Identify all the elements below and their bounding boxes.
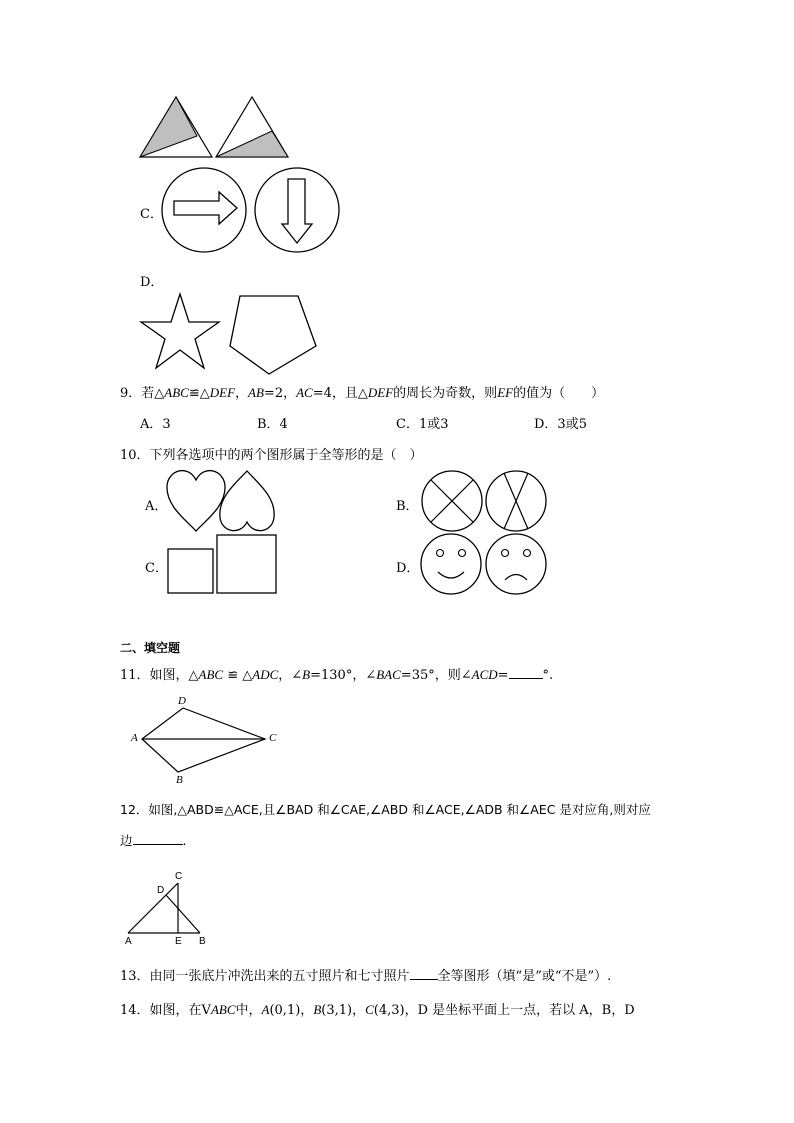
q11-point-d: D xyxy=(178,695,186,707)
q14-v: V xyxy=(201,1003,211,1018)
q9-t2: ≌△ xyxy=(188,386,210,401)
q14-b: 中， xyxy=(235,1003,262,1018)
q9-ac: AC xyxy=(296,385,313,400)
q9-num: 9．若 xyxy=(120,386,155,401)
q12-point-b: B xyxy=(199,936,206,947)
q13-b: 全等图形（填“是”或“不是”）. xyxy=(437,969,612,984)
q11-c1: ≌ △ xyxy=(223,668,253,683)
q9-ef: EF xyxy=(497,385,514,400)
q12-point-a: A xyxy=(125,936,132,947)
q12-line2a: 边 xyxy=(120,833,133,848)
q14-pc-c: (4,3) xyxy=(373,1003,405,1018)
q11-b: B xyxy=(302,667,311,682)
section-title: 二、填空题 xyxy=(120,641,181,655)
q14-pa-c: (0,1) xyxy=(269,1003,301,1018)
q9-option-d: D．3或5 xyxy=(534,417,587,432)
q9-t4: =2， xyxy=(263,386,297,401)
q11-point-c: C xyxy=(269,732,277,744)
q12-line1: 12．如图,△ABD≌△ACE,且∠BAD 和∠CAE,∠ABD 和∠ACE,∠ADB 和∠AEC 是对应角,则对应 xyxy=(120,802,651,817)
q14-pb: B xyxy=(313,1002,322,1017)
q11-c6: °. xyxy=(542,668,554,683)
q8-option-c-label: C． xyxy=(140,207,163,222)
q9-def2: DEF xyxy=(367,385,394,400)
q11-point-b: B xyxy=(176,774,183,786)
q10-label-a: A． xyxy=(145,499,168,514)
q12-line2b: . xyxy=(182,833,187,848)
q12-point-d: D xyxy=(157,885,165,896)
q13-answer-blank[interactable] xyxy=(410,967,438,980)
q11-abc: ABC xyxy=(198,667,224,682)
q14-pa: A xyxy=(261,1002,270,1017)
q11-c4: =35°，则∠ xyxy=(400,668,472,683)
q9-option-c: C．1或3 xyxy=(396,417,449,432)
q11-point-a: A xyxy=(131,732,138,744)
q14-pb-c: (3,1) xyxy=(321,1003,353,1018)
q14-rest: ，D 是坐标平面上一点，若以 A，B，D xyxy=(404,1003,635,1018)
q12-point-e: E xyxy=(175,936,182,947)
q9-ab: AB xyxy=(248,385,264,400)
q9-def: DEF xyxy=(209,385,236,400)
q13-stem xyxy=(120,967,611,986)
q14-sep1: ， xyxy=(300,1003,314,1018)
q14-stem xyxy=(120,1001,635,1020)
q14-a: 14．如图，在 xyxy=(120,1003,202,1018)
q11-bac: BAC xyxy=(376,667,401,682)
q9-option-b: B．4 xyxy=(257,417,288,432)
q10-label-d: D． xyxy=(396,561,420,576)
q12-point-c: C xyxy=(175,871,183,882)
q11-adc: ADC xyxy=(252,667,279,682)
q9-t6: 的周长为奇数，则 xyxy=(393,386,498,401)
q8-option-d-label: D． xyxy=(140,275,164,290)
q14-pc: C xyxy=(365,1002,374,1017)
q11-acd: ACD xyxy=(471,667,498,682)
q9-abc: ABC xyxy=(164,385,189,400)
q9-t1: △ xyxy=(154,386,165,401)
q13-a: 13．由同一张底片冲洗出来的五寸照片和七寸照片 xyxy=(120,969,410,984)
q11-c2: ，∠ xyxy=(278,668,303,683)
q11-c3: =130°，∠ xyxy=(310,668,377,683)
q9-t5: =4，且△ xyxy=(312,386,368,401)
q10-label-c: C． xyxy=(145,561,168,576)
q9-option-a: A．3 xyxy=(140,417,171,432)
q14-abc: ABC xyxy=(210,1002,236,1017)
q9-t3: ， xyxy=(235,386,249,401)
q12-ac xyxy=(128,883,178,933)
q11-num: 11．如图，△ xyxy=(120,668,199,683)
q10-label-b: B． xyxy=(396,499,419,514)
q14-sep2: ， xyxy=(352,1003,366,1018)
q11-c5: = xyxy=(497,668,509,683)
q9-t7: 的值为（ ） xyxy=(513,386,605,401)
q10-stem: 10．下列各选项中的两个图形属于全等形的是（ ） xyxy=(120,448,423,463)
q12-db xyxy=(166,895,200,933)
